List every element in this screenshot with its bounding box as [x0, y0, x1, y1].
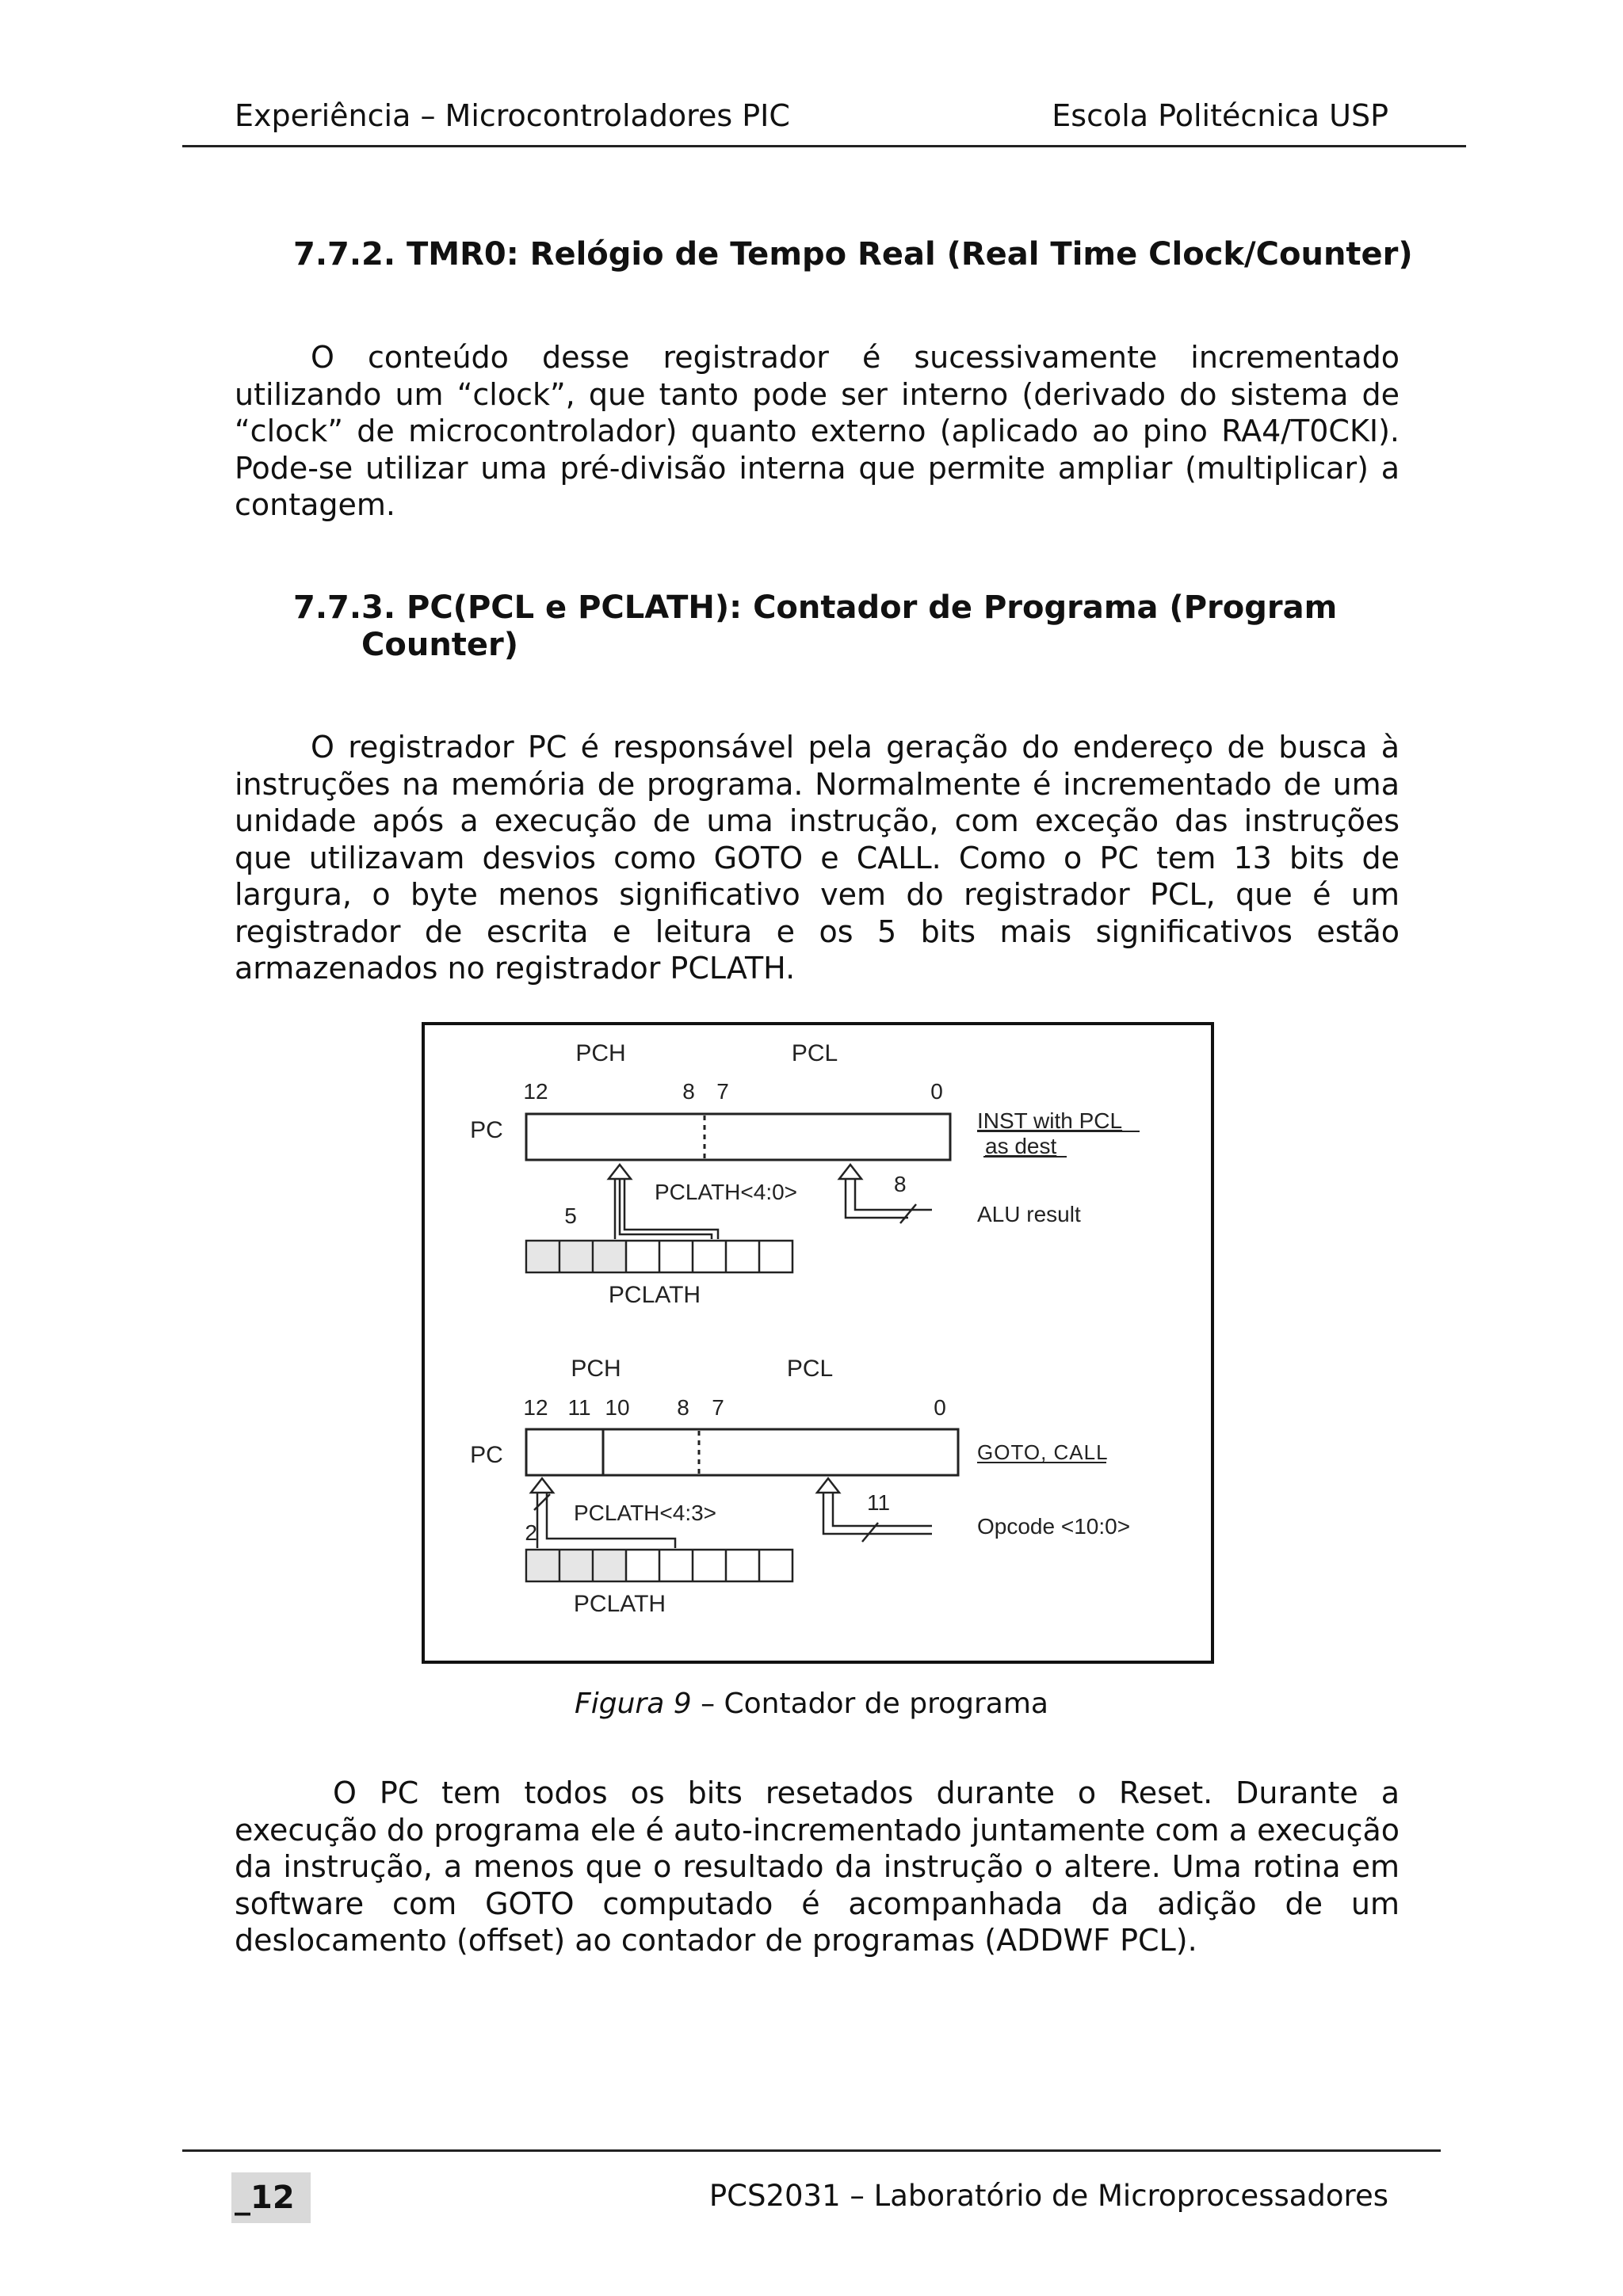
- figure-caption-text: – Contador de programa: [691, 1688, 1048, 1720]
- top-inst-line1: INST with PCL: [977, 1108, 1123, 1133]
- top-pclath-range: PCLATH<4:0>: [655, 1180, 798, 1204]
- top-bit-0: 0: [930, 1079, 943, 1104]
- top-alu-label: ALU result: [977, 1202, 1081, 1226]
- bottom-pcl-label: PCL: [786, 1356, 834, 1382]
- bottom-pc-register: [526, 1429, 958, 1475]
- top-pclath-label: PCLATH: [608, 1282, 701, 1308]
- bottom-left-arrow-head: [531, 1478, 553, 1493]
- bottom-bit-11: 11: [567, 1395, 591, 1420]
- top-width-right: 8: [894, 1172, 907, 1196]
- bottom-bit-12: 12: [523, 1395, 548, 1420]
- bottom-opcode-label: Opcode <10:0>: [977, 1514, 1131, 1539]
- header-right: Escola Politécnica USP: [1052, 98, 1388, 133]
- footer-divider: [182, 2149, 1441, 2152]
- top-right-arrow-head: [839, 1165, 861, 1179]
- bottom-right-arrow-head: [817, 1478, 839, 1493]
- bottom-width-left: 2: [525, 1520, 537, 1545]
- bottom-width-right: 11: [867, 1490, 891, 1515]
- section-heading-tmr0: 7.7.2. TMR0: Relógio de Tempo Real (Real Time Clock/Counter): [293, 236, 1413, 273]
- top-pcl-label: PCL: [791, 1040, 838, 1066]
- top-pch-label: PCH: [575, 1040, 626, 1066]
- bottom-bit-10: 10: [605, 1395, 630, 1420]
- bottom-bit-0: 0: [934, 1395, 946, 1420]
- top-pc-label: PC: [470, 1117, 503, 1143]
- bottom-pch-label: PCH: [571, 1356, 621, 1382]
- paragraph-pc-2: O PC tem todos os bits resetados durante o Reset. Durante a execução do programa ele é auto-incrementado juntamente com a execução da instrução, a menos que o resultado da instrução o altere. Uma rotina em software com GOTO computado é acompanhada da adição de um deslocamento (offset) ao contador de programas (ADDWF PCL).: [235, 1775, 1400, 1958]
- top-inst-line2: as dest: [985, 1134, 1057, 1158]
- top-width-left: 5: [564, 1203, 577, 1228]
- header-divider: [182, 145, 1466, 147]
- section-heading-pc: 7.7.3. PC(PCL e PCLATH): Contador de Programa (Program: [293, 589, 1338, 626]
- bottom-pclath-label: PCLATH: [573, 1591, 666, 1617]
- paragraph-pc-1: O registrador PC é responsável pela geração do endereço de busca à instruções na memória de programa. Normalmente é incrementado de uma unidade após a execução de uma instrução, com exceção das instruções que utilizavam desvios como GOTO e CALL. Como o PC tem 13 bits de largura, o byte menos significativo vem do registrador PCL, que é um registrador de escrita e leitura e os 5 bits mais significativos estão armazenados no registrador PCLATH.: [235, 730, 1400, 986]
- bottom-bit-7: 7: [712, 1395, 724, 1420]
- bottom-pc-label: PC: [470, 1442, 503, 1468]
- top-bit-7: 7: [716, 1079, 729, 1104]
- program-counter-diagram: [425, 1025, 1211, 1661]
- top-bit-8: 8: [682, 1079, 695, 1104]
- top-bit-12: 12: [523, 1079, 548, 1104]
- figure-caption: [0, 1688, 1623, 1720]
- page-number: _12: [231, 2172, 311, 2223]
- bottom-bit-8: 8: [677, 1395, 689, 1420]
- section-heading-pc-line2: Counter): [361, 627, 519, 663]
- top-pclath-register: [526, 1241, 792, 1272]
- header-left: Experiência – Microcontroladores PIC: [235, 98, 790, 133]
- figure-caption-label: Figura 9: [575, 1688, 692, 1720]
- program-counter-figure: [422, 1022, 1214, 1664]
- top-pc-register: [526, 1114, 950, 1160]
- footer-right: PCS2031 – Laboratório de Microprocessadores: [708, 2179, 1388, 2213]
- bottom-pclath-range: PCLATH<4:3>: [574, 1501, 717, 1525]
- top-left-arrow-head: [609, 1165, 631, 1179]
- paragraph-tmr0: O conteúdo desse registrador é sucessivamente incrementado utilizando um “clock”, que tanto pode ser interno (derivado do sistema de “clock” de microcontrolador) quanto externo (aplicado ao pino RA4/T0CKI). Pode-se utilizar uma pré-divisão interna que permite ampliar (multiplicar) a contagem.: [235, 340, 1400, 522]
- top-bus-slash: [900, 1204, 916, 1223]
- bottom-pclath-register: [526, 1550, 792, 1581]
- bottom-goto-label: GOTO, CALL: [977, 1440, 1109, 1464]
